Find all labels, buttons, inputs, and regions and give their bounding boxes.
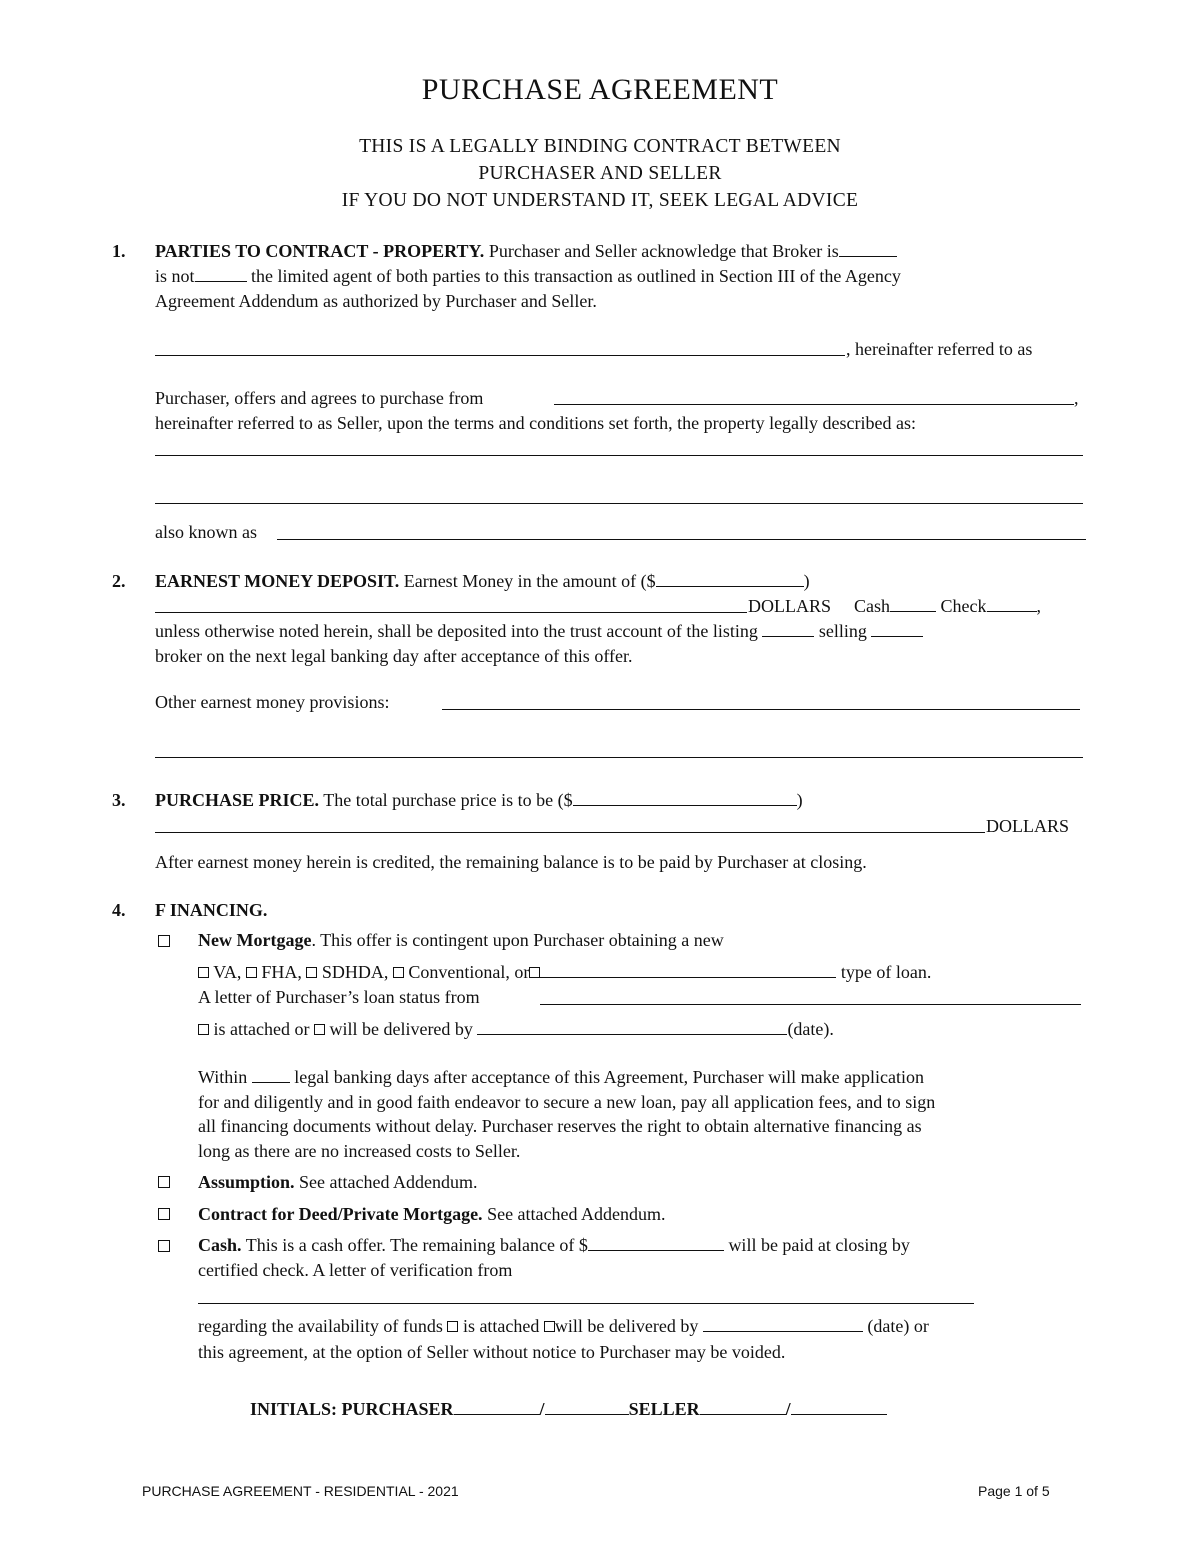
seller-name-blank[interactable] — [554, 404, 1074, 405]
purchaser-initials-blank-1[interactable] — [454, 1398, 540, 1415]
section-1-heading: PARTIES TO CONTRACT - PROPERTY. — [155, 241, 485, 261]
hereinafter-purchaser-text: , hereinafter referred to as — [846, 339, 1033, 359]
type-of-loan-text: type of loan. — [840, 962, 932, 982]
section-1-line-3: Agreement Addendum as authorized by Purchaser and Seller. — [155, 291, 597, 311]
verification-from-text: certified check. A letter of verification from — [198, 1260, 513, 1280]
legal-description-blank-2[interactable] — [155, 503, 1083, 504]
sdhda-checkbox[interactable] — [306, 967, 317, 978]
funds-attached-text: is attached — [462, 1316, 540, 1336]
subtitle-line-3: IF YOU DO NOT UNDERSTAND IT, SEEK LEGAL ADVICE — [341, 190, 859, 211]
section-2-line-3 — [155, 620, 923, 642]
assumption-checkbox[interactable] — [158, 1176, 170, 1188]
cash-offer-text: This is a cash offer. The remaining balance of $ — [245, 1235, 588, 1255]
earnest-dollars-text: DOLLARS — [748, 596, 832, 616]
cash-paid-text: will be paid at closing by — [728, 1235, 910, 1255]
subtitle-line-1: THIS IS A LEGALLY BINDING CONTRACT BETWEEN — [359, 136, 841, 157]
new-mortgage-line — [198, 929, 724, 951]
section-1-line-2 — [155, 265, 901, 287]
footer-document-label: PURCHASE AGREEMENT - RESIDENTIAL - 2021 — [142, 1483, 459, 1499]
funds-delivery-date-blank[interactable] — [703, 1315, 863, 1332]
cash-blank[interactable] — [890, 595, 936, 612]
seller-initials-slash: / — [785, 1399, 791, 1419]
document-title: PURCHASE AGREEMENT — [421, 73, 779, 106]
seller-comma: , — [1074, 388, 1079, 408]
loan-status-from-blank[interactable] — [540, 1004, 1081, 1005]
section-3-line-3: After earnest money herein is credited, the remaining balance is to be paid by Purchaser at closing. — [155, 852, 867, 872]
status-attached-checkbox[interactable] — [198, 1024, 209, 1035]
trust-account-text: unless otherwise noted herein, shall be deposited into the trust account of the listing — [155, 621, 758, 641]
listing-broker-blank[interactable] — [762, 620, 814, 637]
is-not-text: is not — [155, 266, 195, 286]
section-1-line-1 — [155, 240, 897, 262]
cash-text: Cash — [854, 596, 891, 616]
within-text: Within — [198, 1067, 248, 1087]
conventional-label: Conventional, or — [408, 962, 530, 982]
cash-offer-checkbox[interactable] — [158, 1240, 170, 1252]
loan-status-from-text: A letter of Purchaser’s loan status from — [198, 987, 480, 1007]
earnest-amount-blank[interactable] — [656, 570, 804, 587]
section-4-heading: F INANCING. — [155, 900, 268, 920]
earnest-payment-line — [748, 595, 1041, 617]
funds-delivered-text: will be delivered by — [554, 1316, 699, 1336]
other-provisions-blank-2[interactable] — [155, 757, 1083, 758]
selling-broker-blank[interactable] — [871, 620, 923, 637]
footer-page-number: Page 1 of 5 — [978, 1483, 1050, 1499]
voided-text: this agreement, at the option of Seller without notice to Purchaser may be voided. — [198, 1342, 786, 1362]
also-known-as-blank[interactable] — [277, 539, 1086, 540]
contract-for-deed-text: See attached Addendum. — [487, 1204, 666, 1224]
other-provisions-text: Other earnest money provisions: — [155, 692, 390, 712]
purchaser-initials-blank-2[interactable] — [545, 1398, 629, 1415]
broker-is-blank[interactable] — [839, 240, 897, 257]
within-line-3: all financing documents without delay. Purchaser reserves the right to obtain alternative financing as — [198, 1116, 922, 1136]
seller-initials-blank-1[interactable] — [700, 1398, 786, 1415]
funds-date-text: (date) or — [867, 1316, 929, 1336]
check-blank[interactable] — [987, 595, 1037, 612]
initials-purchaser-text: INITIALS: PURCHASER — [250, 1399, 454, 1419]
within-line-2: for and diligently and in good faith endeavor to secure a new loan, pay all application fees, and to sign — [198, 1092, 936, 1112]
earnest-amount-paren: ) — [803, 571, 810, 591]
offers-to-purchase-text: Purchaser, offers and agrees to purchase from — [155, 388, 484, 408]
purchaser-name-blank[interactable] — [155, 355, 845, 356]
purchase-price-dollars-text: DOLLARS — [986, 816, 1070, 836]
contract-for-deed-label: Contract for Deed/Private Mortgage. — [198, 1204, 483, 1224]
within-text-rest: legal banking days after acceptance of this Agreement, Purchaser will make application — [294, 1067, 925, 1087]
funds-delivered-checkbox[interactable] — [544, 1321, 555, 1332]
funds-attached-checkbox[interactable] — [447, 1321, 458, 1332]
within-line-4: long as there are no increased costs to Seller. — [198, 1141, 521, 1161]
section-2-line-4: broker on the next legal banking day after acceptance of this offer. — [155, 646, 633, 666]
va-checkbox[interactable] — [198, 967, 209, 978]
assumption-line — [198, 1171, 477, 1193]
conventional-checkbox[interactable] — [393, 967, 404, 978]
hereinafter-seller-text: hereinafter referred to as Seller, upon the terms and conditions set forth, the property legally described as: — [155, 413, 917, 433]
other-loan-type-blank[interactable] — [540, 961, 836, 978]
other-provisions-blank-1[interactable] — [442, 709, 1080, 710]
will-deliver-text: will be delivered by — [329, 1019, 473, 1039]
check-text: Check — [940, 596, 987, 616]
section-1-broker-text: Purchaser and Seller acknowledge that Broker is — [488, 241, 839, 261]
banking-days-blank[interactable] — [252, 1066, 290, 1083]
purchaser-initials-slash: / — [539, 1399, 545, 1419]
purchase-price-blank[interactable] — [573, 789, 797, 806]
funds-availability-text: regarding the availability of funds — [198, 1316, 443, 1336]
purchase-price-paren: ) — [796, 790, 803, 810]
new-mortgage-text: . This offer is contingent upon Purchaser obtaining a new — [311, 930, 724, 950]
section-3-line-1 — [155, 789, 803, 811]
section-2-heading: EARNEST MONEY DEPOSIT. — [155, 571, 400, 591]
legal-description-blank-1[interactable] — [155, 455, 1083, 456]
loan-status-delivery-line — [198, 1018, 834, 1040]
seller-initials-blank-2[interactable] — [791, 1398, 887, 1415]
section-2-number: 2. — [112, 571, 126, 591]
sdhda-label: SDHDA, — [321, 962, 389, 982]
fha-label: FHA, — [261, 962, 302, 982]
limited-agent-text: the limited agent of both parties to this transaction as outlined in Section III of the Agency — [251, 266, 901, 286]
cash-offer-label: Cash. — [198, 1235, 242, 1255]
section-2-line-1 — [155, 570, 810, 592]
earnest-amount-text: Earnest Money in the amount of ($ — [403, 571, 656, 591]
new-mortgage-checkbox[interactable] — [158, 935, 170, 947]
loan-type-line — [198, 961, 931, 983]
check-comma: , — [1036, 596, 1041, 616]
section-4-number: 4. — [112, 900, 126, 920]
status-delivered-checkbox[interactable] — [314, 1024, 325, 1035]
assumption-text: See attached Addendum. — [299, 1172, 478, 1192]
initials-line — [250, 1398, 887, 1420]
funds-availability-line — [198, 1315, 929, 1337]
status-date-text: (date). — [787, 1019, 834, 1039]
fha-checkbox[interactable] — [246, 967, 257, 978]
purchase-price-text: The total purchase price is to be ($ — [323, 790, 573, 810]
contract-for-deed-line — [198, 1203, 666, 1225]
broker-is-not-blank[interactable] — [195, 265, 247, 282]
is-attached-text: is attached or — [213, 1019, 310, 1039]
va-label: VA, — [213, 962, 242, 982]
earnest-dollars-blank[interactable] — [155, 612, 747, 613]
subtitle-line-2: PURCHASER AND SELLER — [478, 163, 722, 184]
status-delivery-date-blank[interactable] — [477, 1018, 787, 1035]
also-known-as-text: also known as — [155, 522, 257, 542]
other-loan-checkbox[interactable] — [529, 967, 540, 978]
cash-balance-blank[interactable] — [588, 1234, 724, 1251]
initials-seller-text: SELLER — [628, 1399, 700, 1419]
contract-for-deed-checkbox[interactable] — [158, 1208, 170, 1220]
selling-text: selling — [818, 621, 867, 641]
assumption-label: Assumption. — [198, 1172, 295, 1192]
within-line-1 — [198, 1066, 924, 1088]
verification-source-blank[interactable] — [198, 1303, 974, 1304]
cash-offer-line — [198, 1234, 910, 1256]
section-3-number: 3. — [112, 790, 126, 810]
new-mortgage-label: New Mortgage — [198, 930, 312, 950]
section-1-number: 1. — [112, 241, 126, 261]
section-3-heading: PURCHASE PRICE. — [155, 790, 320, 810]
purchase-price-dollars-blank[interactable] — [155, 832, 985, 833]
